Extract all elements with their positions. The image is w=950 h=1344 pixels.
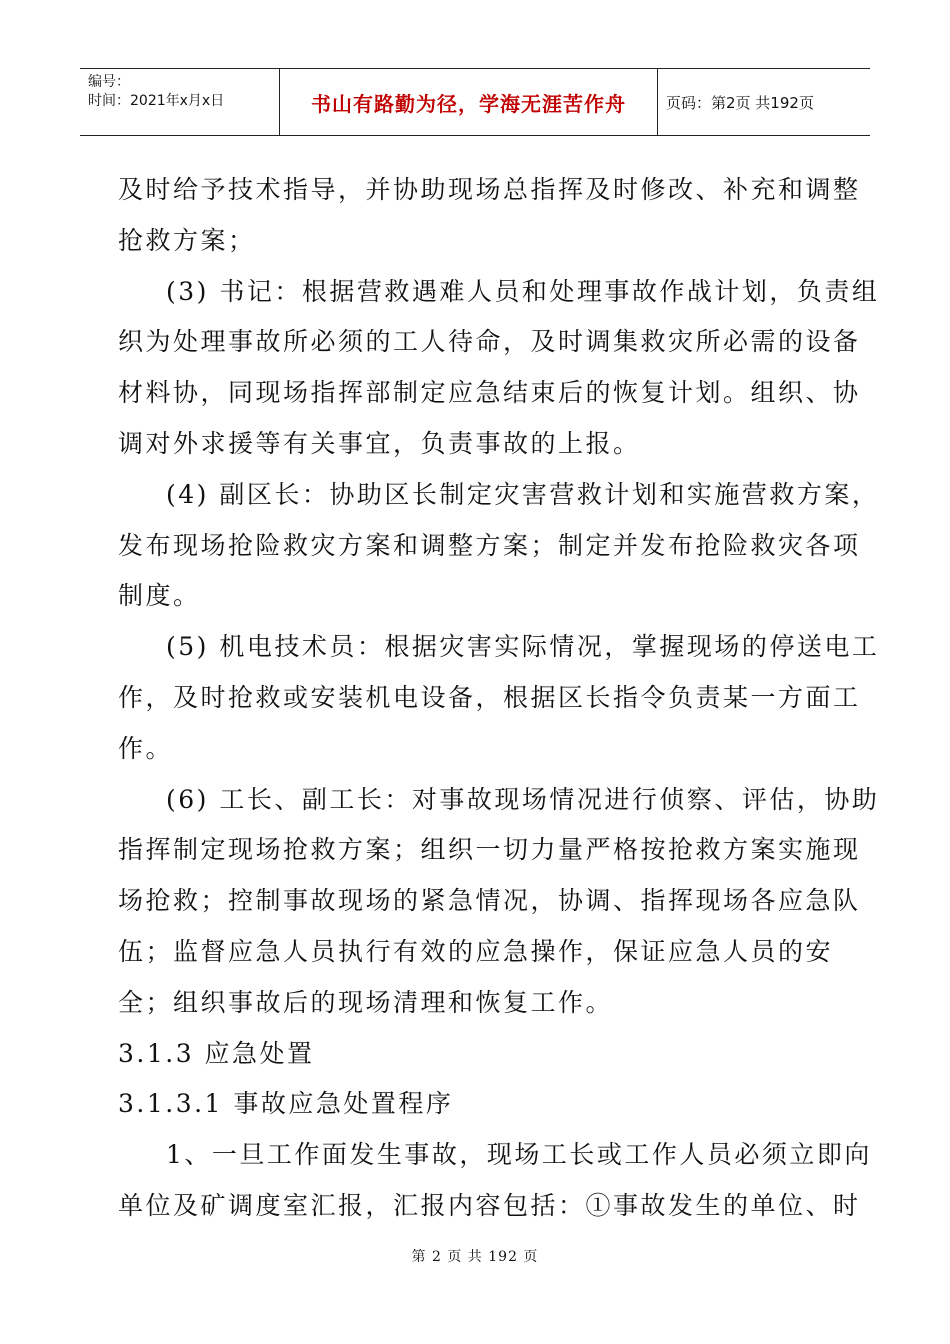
page-footer: 第 2 页 共 192 页	[411, 1249, 539, 1265]
body-line: (4) 副区长：协助区长制定灾害营救计划和实施营救方案，	[166, 479, 880, 509]
body-line: 抢救方案；	[118, 225, 256, 255]
header-meta	[80, 69, 280, 135]
body-line: 及时给予技术指导，并协助现场总指挥及时修改、补充和调整	[118, 175, 861, 204]
body-line: 调对外求援等有关事宜，负责事故的上报。	[118, 428, 641, 458]
body-line: 作，及时抢救或安装机电设备，根据区长指令负责某一方面工	[118, 682, 861, 712]
body-line: 3.1.3 应急处置	[118, 1038, 315, 1068]
body-line: 发布现场抢险救灾方案和调整方案；制定并发布抢险救灾各项	[118, 530, 861, 560]
body-line: 单位及矿调度室汇报，汇报内容包括：①事故发生的单位、时	[118, 1190, 861, 1220]
body-line: 场抢救；控制事故现场的紧急情况，协调、指挥现场各应急队	[118, 886, 861, 916]
body-line: 指挥制定现场抢救方案；组织一切力量严格按抢救方案实施现	[118, 835, 861, 865]
number-label: 编号：	[88, 74, 130, 90]
header-motto: 书山有路勤为径，学海无涯苦作舟	[280, 69, 658, 135]
body-line: 1、一旦工作面发生事故，现场工长或工作人员必须立即向	[166, 1140, 872, 1170]
body-line: 3.1.3.1 事故应急处置程序	[118, 1089, 454, 1119]
body-line: 全；组织事故后的现场清理和恢复工作。	[118, 987, 614, 1017]
body-line: 制度。	[118, 581, 201, 611]
time-label: 时间：2021年x月x日	[88, 93, 225, 109]
body-line: (5) 机电技术员：根据灾害实际情况，掌握现场的停送电工	[166, 632, 880, 662]
body-line: (3) 书记：根据营救遇难人员和处理事故作战计划，负责组	[166, 276, 880, 306]
body-line: 作。	[118, 733, 174, 763]
body-line: (6) 工长、副工长：对事故现场情况进行侦察、评估，协助	[166, 784, 880, 814]
body-line: 织为处理事故所必须的工人待命，及时调集救灾所必需的设备	[118, 327, 861, 357]
document-header	[80, 68, 870, 136]
body-line: 材料协，同现场指挥部制定应急结束后的恢复计划。组织、协	[118, 378, 861, 408]
body-line: 伍；监督应急人员执行有效的应急操作，保证应急人员的安	[118, 936, 834, 966]
document-body	[118, 165, 880, 1232]
header-page-info: 页码：第2页 共192页	[666, 93, 814, 112]
